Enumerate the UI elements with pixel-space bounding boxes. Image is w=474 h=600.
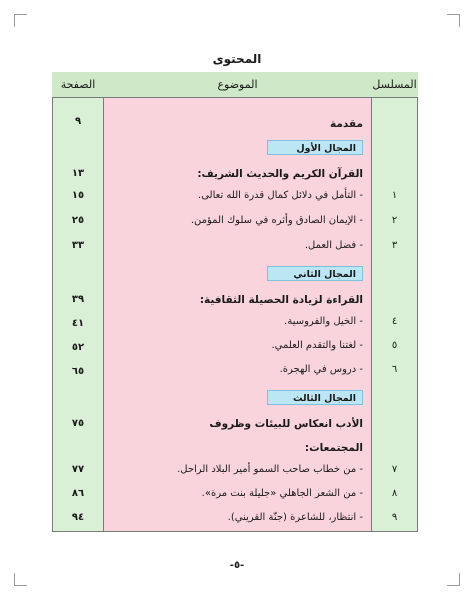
crop-mark-bottom-left bbox=[14, 573, 27, 586]
domain-3-subsection: المجتمعات: bbox=[304, 442, 363, 454]
lesson-title: - انتظار، للشاعرة (جنّة القريني). bbox=[227, 512, 363, 523]
header-serial: المسلسل bbox=[371, 72, 418, 98]
crop-mark-bottom-right bbox=[447, 573, 460, 586]
header-subject: الموضوع bbox=[104, 72, 371, 98]
intro-page: ٩ bbox=[74, 116, 82, 127]
domain-3-badge: المجال الثالث bbox=[267, 390, 363, 405]
lesson-title: - فضل العمل. bbox=[304, 240, 363, 251]
lesson-serial: ٧ bbox=[391, 464, 398, 475]
contents-table bbox=[52, 72, 418, 532]
lesson-serial: ٨ bbox=[391, 488, 398, 499]
lesson-serial: ٣ bbox=[391, 240, 398, 251]
domain-2-section-page: ٣٩ bbox=[71, 294, 85, 305]
lesson-page: ٦٥ bbox=[71, 366, 85, 377]
crop-mark-top-left bbox=[14, 14, 27, 27]
domain-3-section: الأدب انعكاس للبيئات وظروف bbox=[209, 418, 363, 430]
lesson-serial: ٥ bbox=[391, 340, 398, 351]
lesson-serial: ٩ bbox=[391, 512, 398, 523]
lesson-title: - الإيمان الصادق وأثره في سلوك المؤمن. bbox=[190, 215, 363, 226]
lesson-page: ٥٢ bbox=[71, 342, 85, 353]
domain-1-section: القرآن الكريم والحديث الشريف: bbox=[197, 168, 363, 180]
domain-3-section-page: ٧٥ bbox=[71, 418, 85, 429]
intro-label: مقدمة bbox=[330, 118, 363, 130]
lesson-serial: ٦ bbox=[391, 364, 398, 375]
lesson-serial: ١ bbox=[391, 190, 398, 201]
page-title: المحتوى bbox=[212, 52, 262, 66]
lesson-page: ٣٣ bbox=[71, 240, 85, 251]
lesson-page: ٧٧ bbox=[71, 464, 85, 475]
lesson-page: ٨٦ bbox=[71, 488, 85, 499]
lesson-title: - من الشعر الجاهلي «جليلة بنت مرة». bbox=[201, 488, 363, 499]
header-page: الصفحة bbox=[52, 72, 104, 98]
lesson-title: - التأمل في دلائل كمال قدرة الله تعالى. bbox=[198, 190, 363, 201]
lesson-title: - لغتنا والتقدم العلمي. bbox=[271, 340, 363, 351]
domain-1-section-page: ١٣ bbox=[71, 168, 85, 179]
lesson-title: - من خطاب صاحب السمو أمير البلاد الراحل. bbox=[177, 464, 363, 475]
lesson-title: - الخيل والفروسية. bbox=[284, 316, 363, 327]
domain-2-section: القراءة لزيادة الحصيلة الثقافية: bbox=[199, 294, 363, 306]
lesson-serial: ٢ bbox=[391, 215, 398, 226]
serial-column bbox=[371, 72, 418, 532]
crop-mark-top-right bbox=[447, 14, 460, 27]
domain-1-badge: المجال الأول bbox=[267, 140, 363, 155]
domain-2-badge: المجال الثاني bbox=[267, 266, 363, 281]
page-number: -٥- bbox=[229, 560, 245, 571]
lesson-page: ١٥ bbox=[71, 190, 85, 201]
lesson-serial: ٤ bbox=[391, 316, 398, 327]
lesson-title: - دروس في الهجرة. bbox=[279, 364, 363, 375]
lesson-page: ٩٤ bbox=[71, 512, 85, 523]
lesson-page: ٢٥ bbox=[71, 215, 85, 226]
lesson-page: ٤١ bbox=[71, 318, 85, 329]
